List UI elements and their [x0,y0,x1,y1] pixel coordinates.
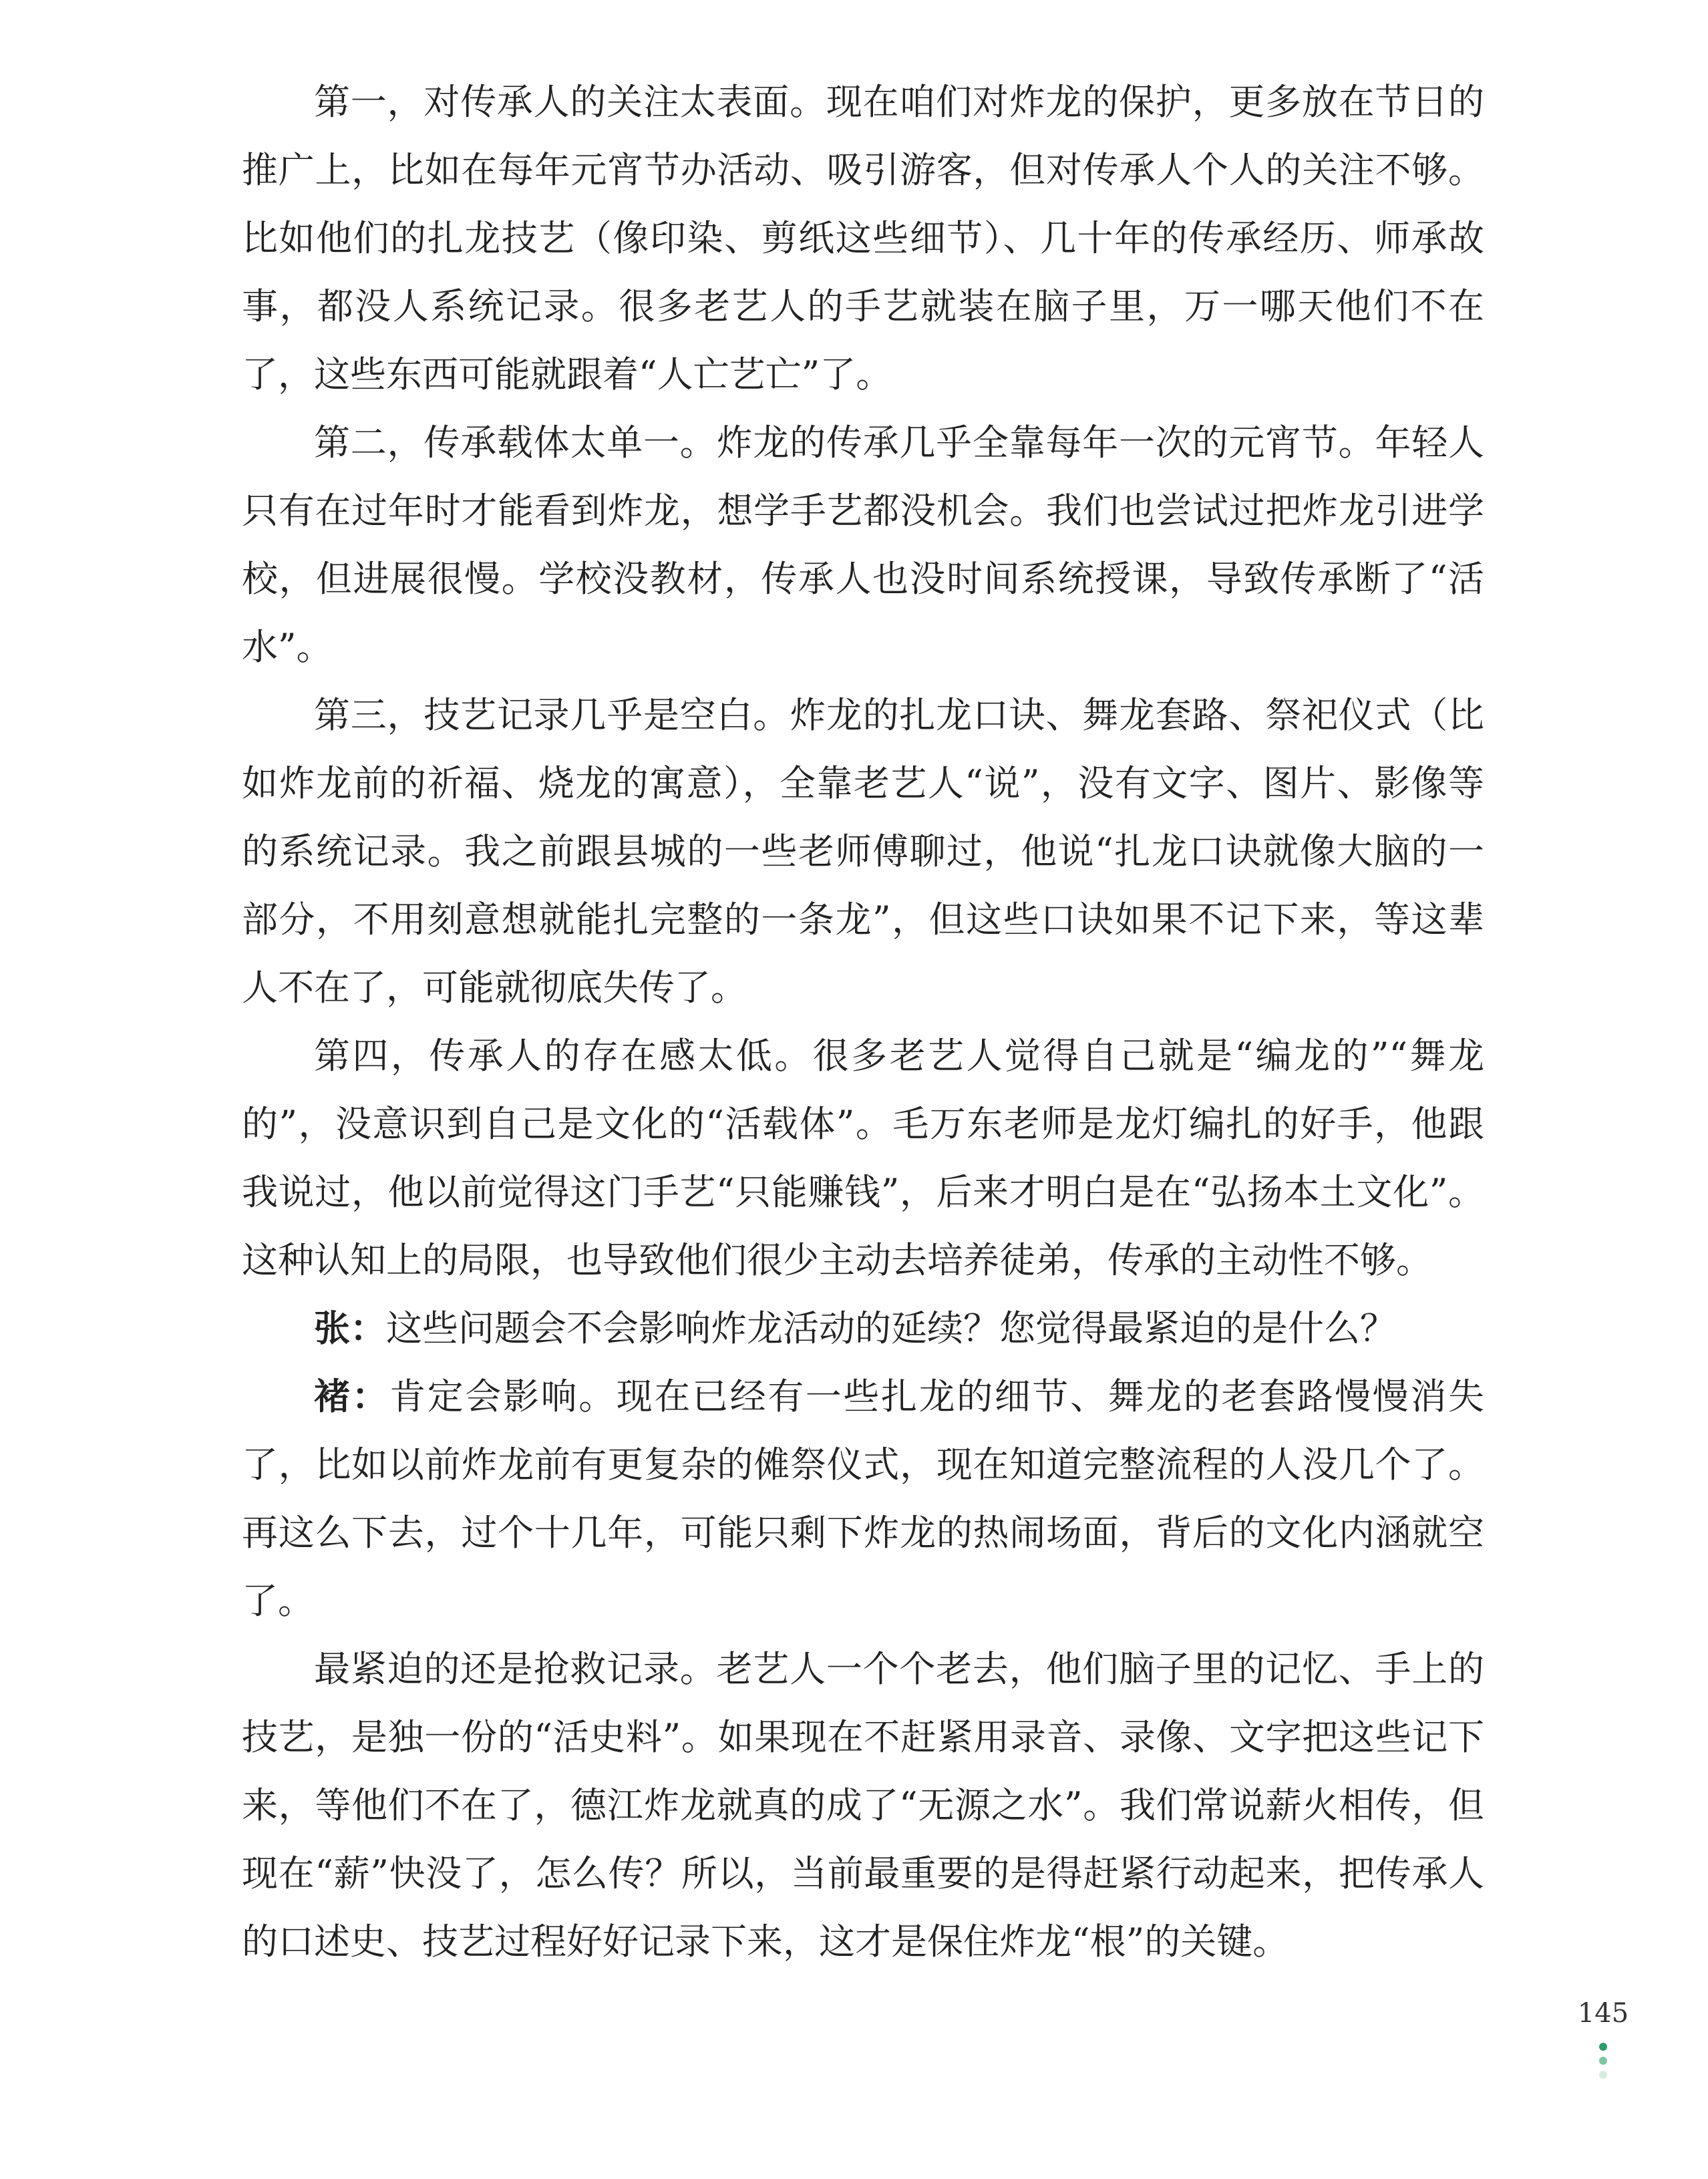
dot-icon [1599,2043,1607,2051]
paragraph-6 [242,1363,1484,1635]
paragraph-4 [242,1022,1484,1295]
paragraph-5 [242,1295,1484,1363]
paragraph-3 [242,681,1484,1022]
page-dots-decoration [1598,2043,1608,2085]
paragraph-7 [242,1635,1484,1976]
paragraph-text: 第二，传承载体太单一。炸龙的传承几乎全靠每年一次的元宵节。年轻人只有在过年时才能看到炸龙，想学手艺都没机会。我们也尝试过把炸龙引进学校，但进展很慢。学校没教材，传承人也没时间系统授课，导致传承断了“活水”。 [242,422,1484,668]
paragraph-text: 肯定会影响。现在已经有一些扎龙的细节、舞龙的老套路慢慢消失了，比如以前炸龙前有更复杂的傩祭仪式，现在知道完整流程的人没几个了。再这么下去，过个十几年，可能只剩下炸龙的热闹场面，背后的文化内涵就空了。 [242,1375,1485,1622]
dot-icon [1599,2071,1607,2079]
paragraph-text: 第三，技艺记录几乎是空白。炸龙的扎龙口诀、舞龙套路、祭祀仪式（比如炸龙前的祈福、烧龙的寓意），全靠老艺人“说”，没有文字、图片、影像等的系统记录。我之前跟县城的一些老师傅聊过，他说“扎龙口诀就像大脑的一部分，不用刻意想就能扎完整的一条龙”，但这些口诀如果不记下来，等这辈人不在了，可能就彻底失传了。 [242,694,1484,1009]
paragraph-text: 第四，传承人的存在感太低。很多老艺人觉得自己就是“编龙的”“舞龙的”，没意识到自己是文化的“活载体”。毛万东老师是龙灯编扎的好手，他跟我说过，他以前觉得这门手艺“只能赚钱”，后来才明白是在“弘扬本土文化”。这种认知上的局限，也导致他们很少主动去培养徒弟，传承的主动性不够。 [242,1035,1484,1281]
speaker-label: 褚： [314,1375,390,1417]
paragraph-1 [242,68,1484,409]
page-body [242,68,1484,1976]
dot-icon [1599,2057,1607,2065]
paragraph-text: 这些问题会不会影响炸龙活动的延续？您觉得最紧迫的是什么？ [386,1307,1396,1349]
paragraph-text: 最紧迫的还是抢救记录。老艺人一个个老去，他们脑子里的记忆、手上的技艺，是独一份的“活史料”。如果现在不赶紧用录音、录像、文字把这些记下来，等他们不在了，德江炸龙就真的成了“无源之水”。我们常说薪火相传，但现在“薪”快没了，怎么传？所以，当前最重要的是得赶紧行动起来，把传承人的口述史、技艺过程好好记录下来，这才是保住炸龙“根”的关键。 [242,1648,1484,1963]
paragraph-text: 第一，对传承人的关注太表面。现在咱们对炸龙的保护，更多放在节日的推广上，比如在每年元宵节办活动、吸引游客，但对传承人个人的关注不够。比如他们的扎龙技艺（像印染、剪纸这些细节）、几十年的传承经历、师承故事，都没人系统记录。很多老艺人的手艺就装在脑子里，万一哪天他们不在了，这些东西可能就跟着“人亡艺亡”了。 [242,81,1484,395]
paragraph-2 [242,409,1484,681]
speaker-label: 张： [314,1307,386,1349]
page-number: 145 [1577,1998,1629,2029]
